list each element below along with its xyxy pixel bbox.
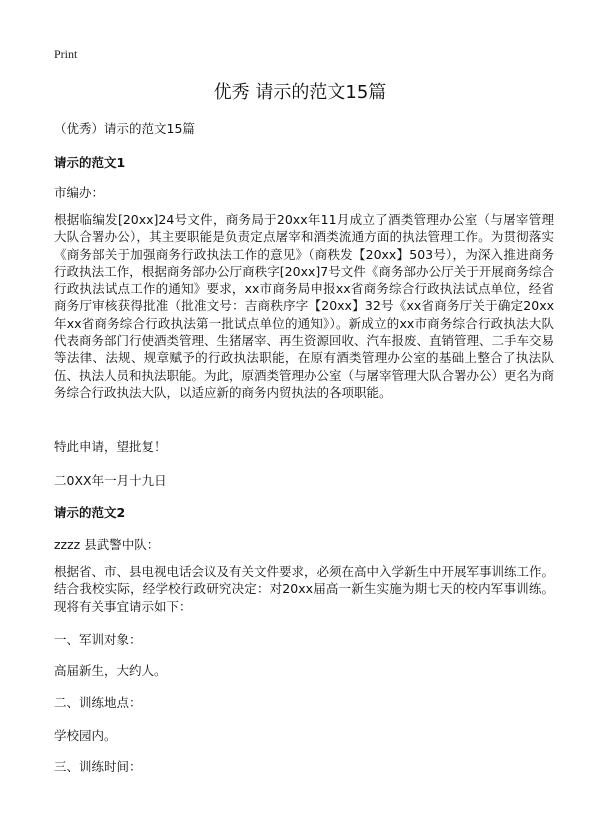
section-2-heading: 请示的范文2 bbox=[54, 505, 126, 520]
list-item: 一、军训对象： bbox=[54, 632, 142, 647]
document-subtitle: （优秀）请示的范文15篇 bbox=[54, 121, 195, 136]
list-item: 三、训练时间： bbox=[54, 759, 142, 774]
section-2-body: 根据省、市、县电视电话会议及有关文件要求，必须在高中入学新生中开展军事训练工作。结合我校实际，经学校行政研究决定：对20xx届高一新生实施为期七天的校内军事训练。现将有关事宜请示如下： bbox=[54, 564, 555, 614]
document-title: 优秀 请示的范文15篇 bbox=[213, 82, 387, 103]
section-1-closing: 特此申请，望批复！ bbox=[54, 439, 167, 454]
list-item: 学校园内。 bbox=[54, 728, 117, 743]
section-1-salutation: 市编办： bbox=[54, 185, 105, 200]
list-item: 二、训练地点： bbox=[54, 695, 142, 710]
section-1-heading: 请示的范文1 bbox=[54, 155, 126, 170]
print-label[interactable]: Print bbox=[54, 47, 78, 61]
section-1-date: 二0XX年一月十九日 bbox=[54, 473, 167, 488]
section-2-salutation: zzzz 县武警中队： bbox=[54, 537, 160, 552]
list-item: 高届新生，大约人。 bbox=[54, 663, 167, 678]
section-1-body: 根据临编发[20xx]24号文件，商务局于20xx年11月成立了酒类管理办公室（与屠宰管理大队合署办公），其主要职能是负责定点屠宰和酒类流通方面的执法管理工作。为贯彻落实《商务部关于加强商务行政执法工作的意见》（商秩发【20xx】503号），为深入推进商务行政执法工作，根据商务部办公厅商秩字[20xx]7号文件《商务部办公厅关于开展商务综合行政执法试点工作的通知》要求，xx市商务局申报xx省商务综合行政执法试点单位，经省商务厅审核获得批准（批准文号：吉商秩序字【20xx】32号《xx省商务厅关于确定20xx年xx省商务综合行政执法第一批试点单位的通知》）。新成立的xx市商务综合行政执法大队代表商务部门行使酒类管理、生猪屠宰、再生资源回收、汽车报废、直销管理、二手车交易等法律、法规、规章赋予的行政执法职能，在原有酒类管理办公室的基础上整合了执法队伍、执法人员和执法职能。为此，原酒类管理办公室（与屠宰管理大队合署办公）更名为商务综合行政执法大队，以适应新的商务内贸执法的各项职能。 bbox=[54, 212, 555, 400]
